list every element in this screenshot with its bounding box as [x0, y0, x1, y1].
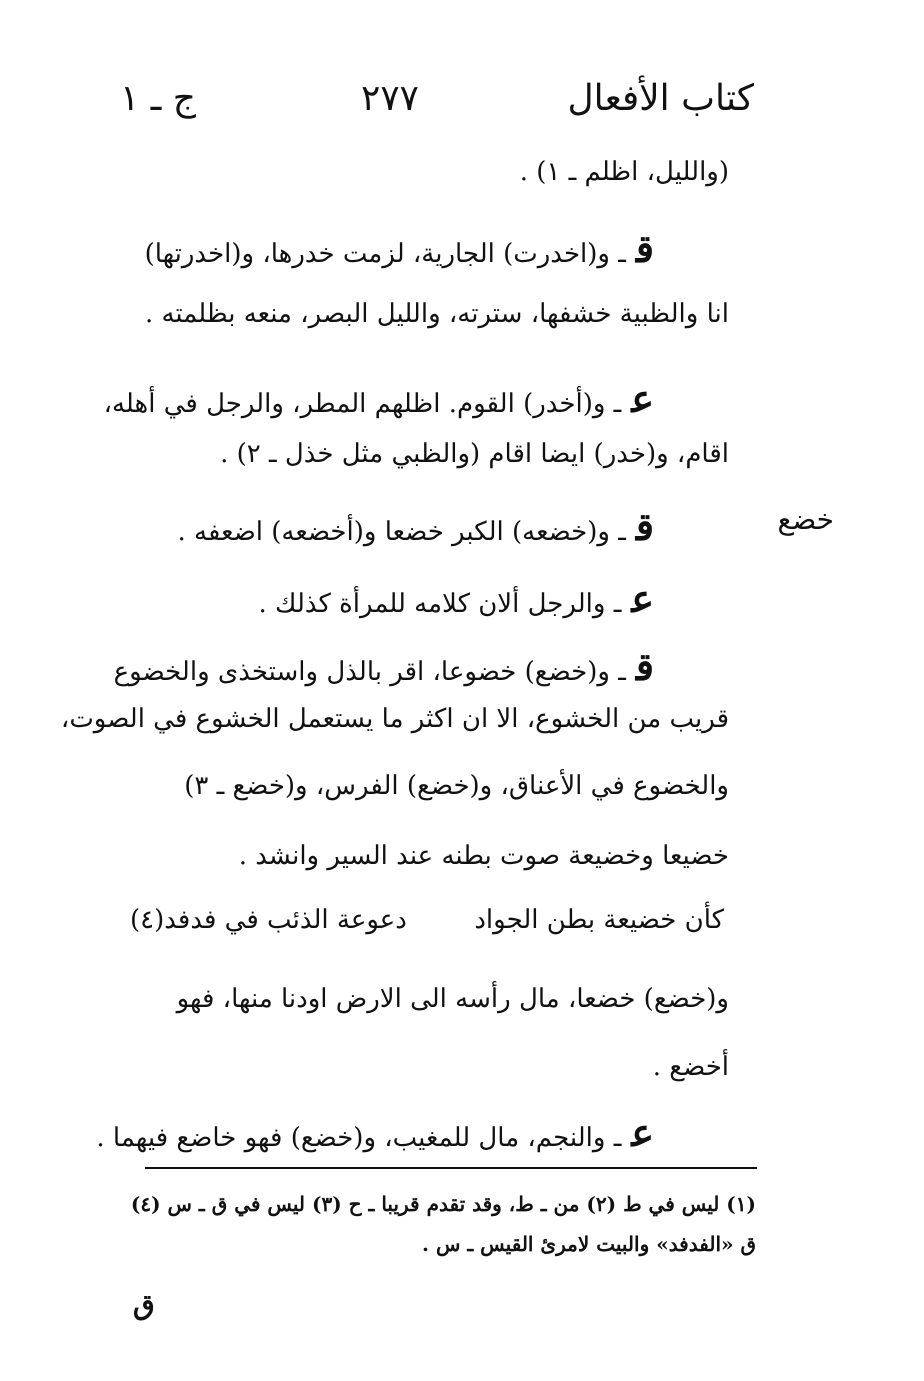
line-text: والخضوع في الأعناق، و(خضع) الفرس، و(خضع ـ ٣): [184, 771, 729, 801]
part-number: ج ـ ١: [120, 78, 197, 119]
line-text: (والليل، اظلم ـ ١) .: [519, 157, 729, 187]
text-line: [520, 158, 729, 187]
line-text: ـ و(خضع) خضوعا، اقر بالذل واستخذى والخضوع: [113, 657, 626, 687]
entry-marker: ق: [635, 504, 654, 549]
text-line: [239, 842, 729, 871]
text-line: [104, 378, 654, 420]
text-line: [114, 646, 654, 688]
footnote-line: (١) ليس في ط (٢) من ـ ط، وقد تقدم قريبا ـ ح (٣) ليس في ق ـ س (٤): [130, 1192, 756, 1216]
text-line: [653, 1053, 729, 1082]
verse-hemistich-2: دعوعة الذئب في فدفد(٤): [130, 905, 407, 935]
margin-keyword: خضع: [777, 503, 834, 536]
text-line: [220, 440, 729, 469]
line-text: و(خضع) خضعا، مال رأسه الى الارض اودنا منها، فهو: [176, 984, 729, 1014]
book-title: كتاب الأفعال: [567, 78, 754, 119]
entry-marker: ع: [631, 376, 654, 421]
page-header: [100, 78, 754, 138]
text-line: [178, 506, 654, 548]
entry-marker: ق: [635, 226, 654, 271]
footnote-line: ق «الفدفد» والبيت لامرئ القيس ـ س .: [422, 1232, 756, 1256]
text-line: [259, 578, 654, 620]
line-text: قريب من الخشوع، الا ان اكثر ما يستعمل الخشوع في الصوت،: [60, 704, 729, 734]
line-text: خضيعا وخضيعة صوت بطنه عند السير وانشد .: [238, 841, 729, 871]
entry-marker: ع: [631, 576, 654, 621]
line-text: أخضع .: [652, 1052, 729, 1082]
text-line: [108, 228, 654, 270]
line-text: ـ والنجم، مال للمغيب، و(خضع) فهو خاضع فيهما .: [96, 1123, 622, 1153]
entry-marker: ع: [631, 1110, 654, 1155]
verse-hemistich-1: كأن خضيعة بطن الجواد: [474, 905, 724, 935]
line-text: انا والظبية خشفها، سترته، والليل البصر، منعه بظلمته .: [144, 299, 729, 329]
text-line: [177, 985, 729, 1014]
text-line: [145, 300, 729, 329]
line-text: ـ و(اخدرت) الجارية، لزمت خدرها، و(اخدرتها): [144, 239, 626, 269]
text-line: [96, 1112, 654, 1154]
text-line: [184, 772, 729, 801]
entry-marker: ق: [635, 644, 654, 689]
line-text: اقام، و(خدر) ايضا اقام (والظبي مثل خذل ـ ٢) .: [220, 439, 729, 469]
line-text: ـ و(خضعه) الكبر خضعا و(أخضعه) اضعفه .: [177, 517, 626, 547]
footnote-divider: [145, 1167, 757, 1169]
line-text: ـ والرجل ألان كلامه للمرأة كذلك .: [258, 589, 622, 619]
line-text: ـ و(أخدر) القوم. اظلهم المطر، والرجل في أهله،: [103, 389, 622, 419]
text-line: [61, 705, 729, 734]
page-number: ٢٧٧: [360, 78, 419, 119]
signature-mark: ق: [133, 1288, 155, 1321]
